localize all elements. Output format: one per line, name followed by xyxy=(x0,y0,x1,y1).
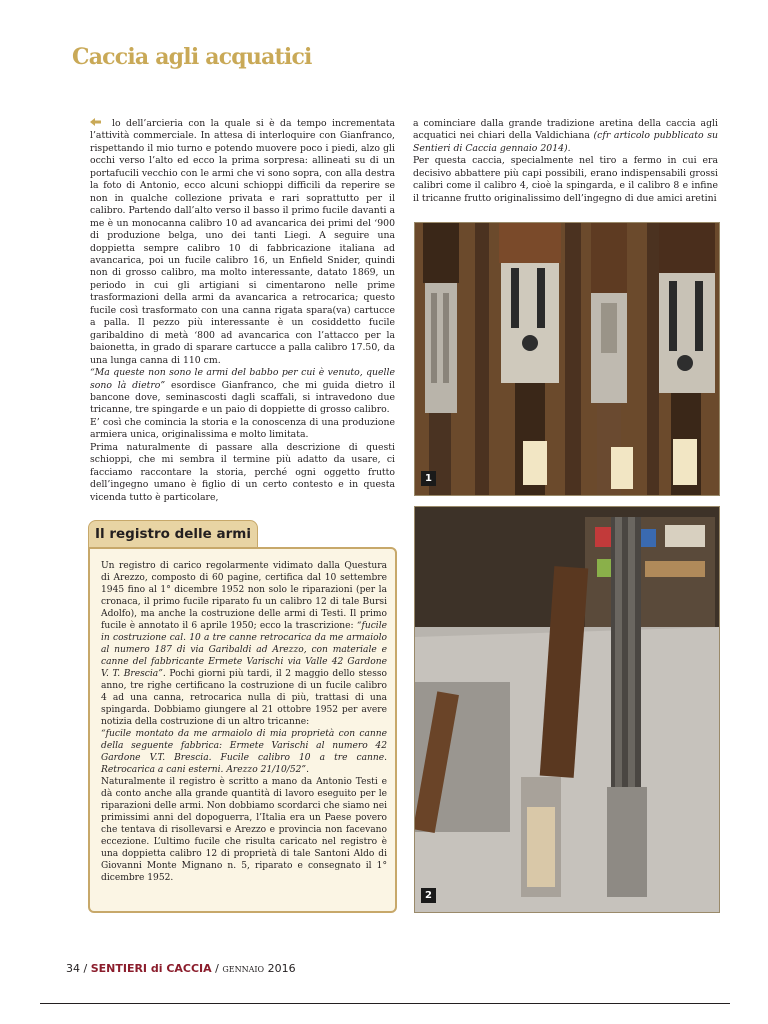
left-arrow-icon xyxy=(90,118,101,126)
footer-rule xyxy=(40,1003,730,1004)
photo-2-number-badge: 2 xyxy=(421,888,436,903)
issue-month: gennaio xyxy=(222,962,265,975)
left-paragraph-3: E’ così che comincia la storia e la conoscenza di una produzione armiera unica, originalissima e molto limitata. xyxy=(90,416,395,441)
registro-paragraph-2: Naturalmente il registro è scritto a mano da Antonio Testi e dà conto anche alla grande quantità di lavoro eseguito per le riparazioni delle armi. Non dobbiamo scordarci che siamo nei primissimi anni del dopoguerra, l’Italia era un Paese povero che tentava di risollevarsi e Arezzo e provincia non facevano eccezione. L’ultimo fucile che risulta caricato nel registro è una doppietta calibro 12 di proprietà di tale Santoni Aldo di Giovanni Monte Mignano n. 5, riparato e consegnato il 1° dicembre 1952. xyxy=(101,777,387,883)
magazine-name: SENTIERI di CACCIA xyxy=(90,962,212,975)
footer-separator-2: / xyxy=(211,962,223,975)
left-paragraph-1-text: lo dell’arcieria con la quale si è da tempo incrementata l’attività commerciale. In attesa di interloquire con Gianfranco, rispettando il mio turno e potendo muovere poco i piedi, alzo gli occhi verso l’alto ed ecco la prima sorpresa: allineati su di un portafucili vecchio con le armi che vi sono sopra, con alla destra la foto di Antonio, ecco alcuni schioppi difficili da reperire se non in qualche collezione privata e rari soprattutto per il calibro. Partendo dall’alto verso il basso il primo fucile davanti a me è un monocanna calibro 10 ad avancarica dei primi del ‘900 di produzione belga, uno dei tanti Liegi. A seguire una doppietta sempre calibro 10 di fabbricazione italiana ad avancarica, poi un fucile calibro 16, un Enfield Snider, quindi non di grosso calibro, ma molto interessante, datato 1869, un periodo in cui gli artigiani si cimentarono nelle prime trasformazioni della armi da avancarica a retrocarica; questo fucile così trasformato con una canna rigata spara(va) cartucce a palla. Il pezzo più interessante è un cosiddetto fucile garibaldino di metà ‘800 ad avancarica con l’attacco per la baionetta, in grado di sparare cartucce a palla calibro 17.50, da una lunga canna di 110 cm. xyxy=(90,118,395,366)
page-number: 34 xyxy=(66,962,80,975)
left-paragraph-4: Prima naturalmente di passare alla descrizione di questi schioppi, che mi sembra il termine più adatto da usare, ci facciamo raccontare la storia, perché ogni oggetto frutto dell’ingegno umano è figlio di un certo contesto e in questa vicenda tutto è particolare, xyxy=(90,441,395,503)
registro-paragraph-1 xyxy=(101,560,387,776)
page-footer xyxy=(66,962,296,975)
right-paragraph-1 xyxy=(413,118,718,155)
right-paragraph-2: Per questa caccia, specialmente nel tiro a fermo in cui era decisivo abbattere più capi possibili, erano indispensabili grossi calibri come il calibro 4, cioè la spingarda, e il calibro 8 e infine il tricanne frutto originalissimo dell’ingegno di due amici aretini xyxy=(413,155,718,204)
photo-1-number-badge: 1 xyxy=(421,471,436,486)
issue-year: 2016 xyxy=(264,962,296,975)
registro-quote-1: “fucile in costruzione cal. 10 a tre canne retrocarica da me armaiolo al numero 187 di via Garibaldi ad Arezzo, con materiale e canne del fabbricante Ermete Varischi via Valle 42 Gardone V. T. Brescia”. xyxy=(101,621,387,679)
registro-text-1: Un registro di carico regolarmente vidimato dalla Questura di Arezzo, composto di 60 pagine, certifica dal 10 settembre 1945 fino al 1° dicembre 1952 non solo le riparazioni (per la cronaca, il primo fucile riparato fu un calibro 12 di tale Bursi Adolfo), ma anche la costruzione delle armi di Testi. Il primo fucile è annotato il 6 aprile 1950; ecco la trascrizione: xyxy=(101,561,387,631)
photo-shotguns-on-table xyxy=(414,506,720,913)
left-paragraph-2-text: esordisce Gianfranco, che mi guida dietro il bancone dove, seminascosti dagli scaffali, si intravedono due tricanne, tre spingarde e un paio di doppiette di grosso calibro. xyxy=(90,379,395,416)
page-title: Caccia agli acquatici xyxy=(72,44,312,70)
registro-text-2: Pochi giorni più tardi, il 2 maggio dello stesso anno, tre righe certificano la costruzione di un fucile calibro 4 ad una canna, retrocarica nulla di più, trattasi di una spingarda. Dobbiamo giungere al 21 ottobre 1952 per avere notizia della costruzione di un altro tricanne: xyxy=(101,669,387,727)
registro-box-title: Il registro delle armi xyxy=(88,520,258,548)
registro-text xyxy=(101,560,387,884)
article-reference: (cfr articolo pubblicato su Sentieri di Caccia gennaio 2014). xyxy=(413,130,718,154)
left-paragraph-2 xyxy=(90,367,395,417)
registro-quote-2: “fucile montato da me armaiolo di mia proprietà con canne della seguente fabbrica: Ermete Varischi al numero 42 Gardone V.T. Brescia. Fucile calibro 10 a tre canne. Retrocarica a cani esterni. Arezzo 21/10/52”. xyxy=(101,729,387,775)
right-paragraph-1-text: a cominciare dalla grande tradizione aretina della caccia agli acquatici nei chiari della Valdichiana xyxy=(413,118,718,142)
quote-gianfranco: “Ma queste non sono le armi del babbo per cui è venuto, quelle sono là dietro” xyxy=(90,367,395,391)
left-column xyxy=(90,118,395,504)
left-paragraph-1 xyxy=(90,118,395,367)
photo-shotgun-actions xyxy=(414,222,720,496)
footer-separator-1: / xyxy=(80,962,91,975)
right-column xyxy=(413,118,718,205)
